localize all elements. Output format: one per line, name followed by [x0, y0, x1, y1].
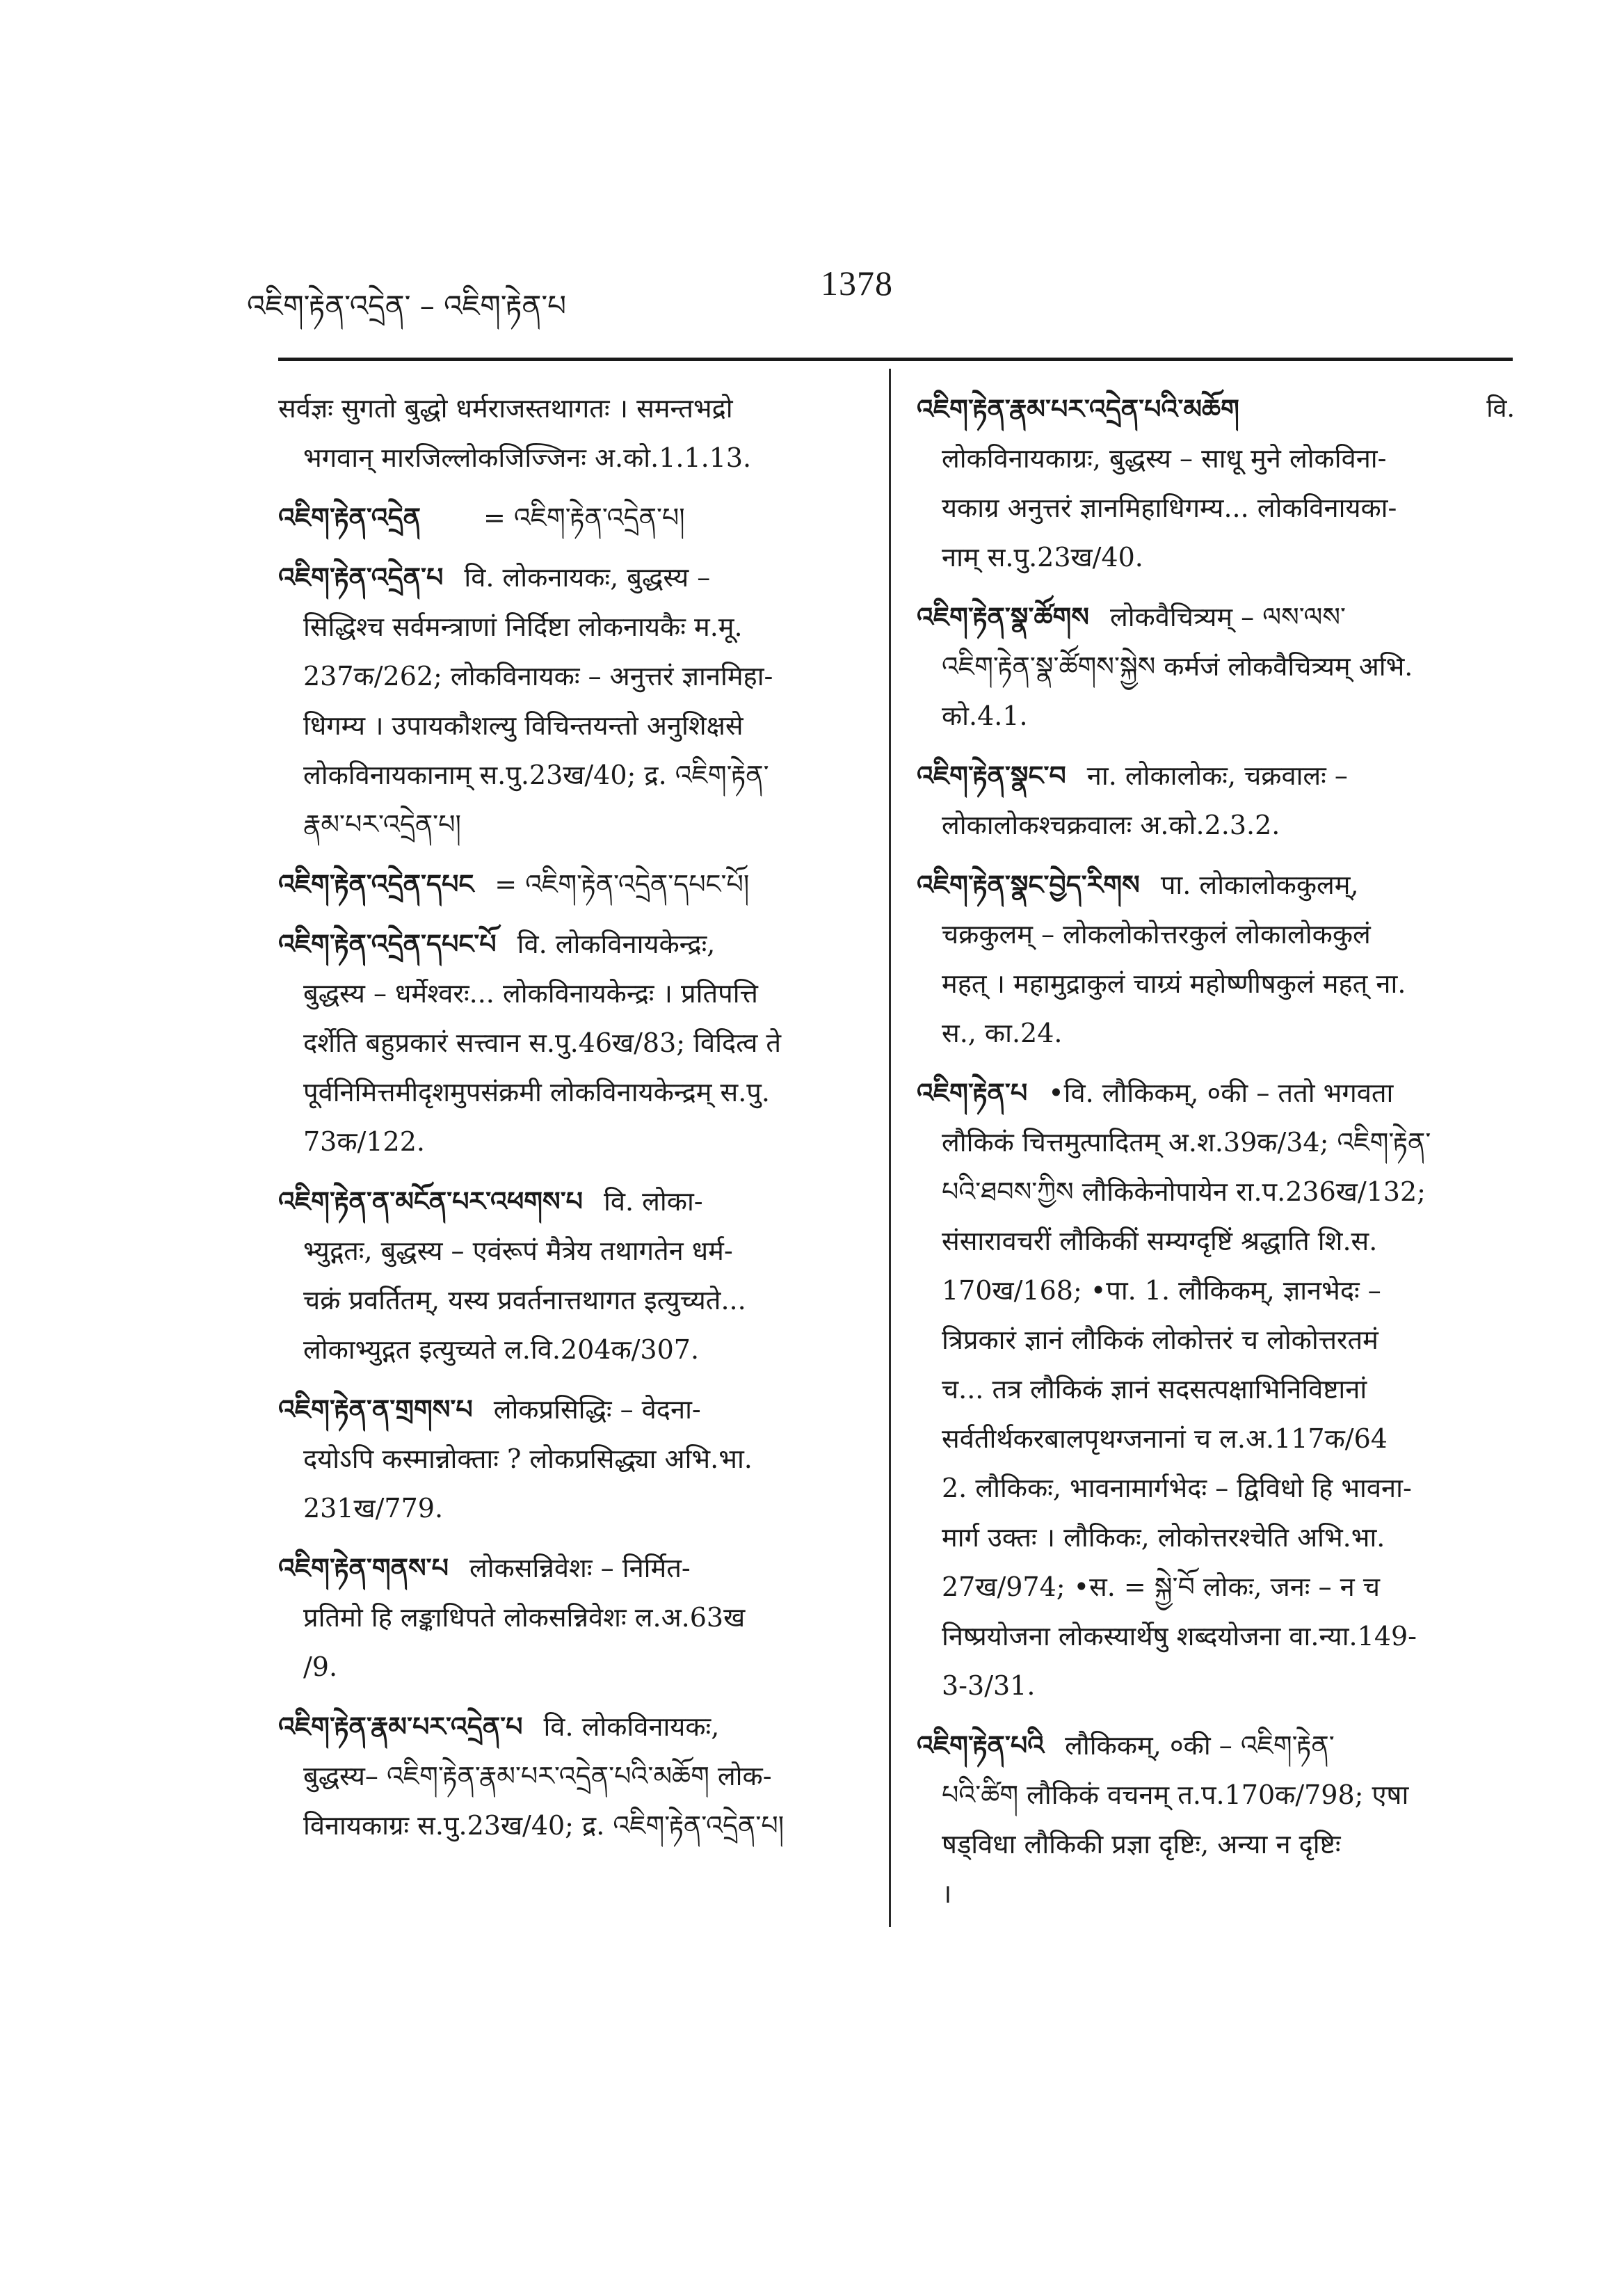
dictionary-entry — [278, 1176, 866, 1375]
entry-line: चक्रकुलम् – लोकलोकोत्तरकुलं लोकालोककुलं — [942, 919, 1371, 950]
entry-line: लोकालोकश्चक्रवालः अ.को.2.3.2. — [942, 810, 1280, 840]
entry-line: धिगम्य । उपायकौशल्यु विचिन्तयन्तो अनुशिक्षसे — [303, 710, 743, 741]
left-column — [278, 384, 866, 1860]
entry-line: दयोऽपि कस्मान्नोक्ताः ? लोकप्रसिद्ध्या अभि.भा. — [303, 1444, 753, 1474]
entry-line: नाम् स.पु.23ख/40. — [942, 542, 1143, 573]
entry-line: त्रिप्रकारं ज्ञानं लौकिकं लोकोत्तरं च लोकोत्तरतमं — [942, 1325, 1378, 1355]
entry-line: मार्ग उक्तः । लौकिकः, लोकोत्तरश्चेति अभि.भा. — [942, 1522, 1385, 1553]
entry-line: सर्वज्ञः सुगतो बुद्धो धर्मराजस्तथागतः । समन्तभद्रो — [278, 393, 733, 424]
entry-headword: འཇིག་རྟེན་འདྲེན — [278, 502, 421, 533]
entry-line: लौकिकं चित्तमुत्पादितम् अ.श.39क/34; འཇིག་རྟེན་ — [942, 1127, 1431, 1158]
entry-headword: འཇིག་རྟེན་སྣང་བྱེད་རིགས — [917, 869, 1140, 900]
entry-headword: འཇིག་རྟེན་རྣམ་པར་འདྲེན་པའི་མཆོག — [917, 393, 1239, 424]
dictionary-entry — [278, 1702, 866, 1850]
entry-line: महत् । महामुद्राकुलं चाग्र्यं महोष्णीषकुलं महत् ना. — [942, 968, 1406, 999]
entry-line: च... तत्र लौकिकं ज्ञानं सदसत्पक्षाभिनिविष्टानां — [942, 1374, 1367, 1405]
entry-headword: འཇིག་རྟེན་པ — [917, 1077, 1028, 1108]
entry-line: वि. लोकविनायकेन्द्रः, — [517, 929, 716, 959]
entry-line: 170ख/168; •पा. 1. लौकिकम्, ज्ञानभेदः – — [942, 1275, 1381, 1306]
entry-line: बुद्धस्य – धर्मेश्वरः... लोकविनायकेन्द्रः । प्रतिपत्ति — [303, 978, 758, 1009]
dictionary-entry — [278, 1384, 866, 1533]
entry-line: 3-3/31. — [942, 1670, 1036, 1701]
entry-line: भगवान् मारजिल्लोकजिज्जिनः अ.को.1.1.13. — [303, 442, 752, 473]
entry-line: बुद्धस्य– འཇིག་རྟེན་རྣམ་པར་འདྲེན་པའི་མཆོག लोक- — [303, 1761, 772, 1791]
entry-line: षड्विधा लौकिकी प्रज्ञा दृष्टिः, अन्या न दृष्टिः — [942, 1829, 1341, 1860]
dictionary-entry — [278, 552, 866, 849]
dictionary-entry — [917, 592, 1515, 741]
dictionary-entry — [917, 1720, 1515, 1919]
entry-line: लोकाभ्युद्गत इत्युच्यते ल.वि.204क/307. — [303, 1334, 700, 1365]
entry-headword: འཇིག་རྟེན་སྣ་ཚོགས — [917, 601, 1089, 632]
dictionary-entry — [278, 493, 866, 543]
entry-headword: འཇིག་རྟེན་པའི — [917, 1729, 1045, 1761]
entry-line: वि. लोकनायकः, बुद्धस्य – — [464, 562, 711, 593]
entry-headword: འཇིག་རྟེན་འདྲེན་དཔང — [278, 868, 474, 899]
dictionary-entry — [278, 1543, 866, 1692]
entry-line: लौकिकम्, ०की – འཇིག་རྟེན་ — [1065, 1730, 1335, 1761]
entry-line: संसारावचरीं लौकिकीं सम्यग्दृष्टिं श्रद्धाति शि.स. — [942, 1226, 1378, 1256]
entry-line: लोकवैचित्र्यम् – ལས་ལས་ — [1109, 602, 1346, 632]
entry-line: 237क/262; लोकविनायकः – अनुत्तरं ज्ञानमिहा- — [303, 661, 773, 691]
entry-line: स., का.24. — [942, 1018, 1063, 1048]
entry-line: दर्शेति बहुप्रकारं सत्त्वान स.पु.46ख/83; विदित्व ते — [303, 1027, 782, 1058]
entry-line: འཇིག་རྟེན་སྣ་ཚོགས་སྐྱེས कर्मजं लोकवैचित्र्यम् अभि. — [942, 651, 1413, 682]
entry-line: यकाग्र अनुत्तरं ज्ञानमिहाधिगम्य... लोकविनायका- — [942, 493, 1397, 523]
entry-line: རྣམ་པར་འདྲེན་པ། — [303, 809, 461, 840]
entry-line: ना. लोकालोकः, चक्रवालः – — [1086, 760, 1348, 791]
entry-line: 27ख/974; •स. = སྐྱེ་བོ लोकः, जनः – न च — [942, 1572, 1380, 1602]
entry-line: निष्प्रयोजना लोकस्यार्थेषु शब्दयोजना वा.न्या.149- — [942, 1621, 1417, 1652]
entry-line: पा. लोकालोककुलम्, — [1160, 870, 1359, 900]
header-rule — [278, 358, 1513, 361]
entry-line: 73क/122. — [303, 1126, 425, 1157]
entry-line: वि. लोका- — [604, 1186, 703, 1217]
entry-line: •वि. लौकिकम्, ०की – ततो भगवता — [1048, 1078, 1394, 1108]
dictionary-entry — [917, 751, 1515, 850]
column-divider — [889, 369, 891, 1927]
dictionary-entry — [278, 384, 866, 483]
entry-line: भ्युद्गतः, बुद्धस्य – एवंरूपं मैत्रेय तथागतेन धर्म- — [303, 1236, 733, 1266]
page-number: 1378 — [821, 264, 893, 303]
entry-line: पूर्वनिमित्तमीदृशमुपसंक्रमी लोकविनायकेन्द्रम् स.पु. — [303, 1077, 770, 1107]
entry-line: 2. लौकिकः, भावनामार्गभेदः – द्विविधो हि भावना- — [942, 1473, 1412, 1503]
entry-line: को.4.1. — [942, 701, 1028, 731]
dictionary-entry — [278, 859, 866, 909]
entry-line: = འཇིག་རྟེན་འདྲེན་པ། — [483, 502, 685, 533]
entry-line: वि. लोकविनायकः, — [543, 1711, 720, 1742]
entry-line: । — [942, 1878, 952, 1909]
entry-line: = འཇིག་རྟེན་འདྲེན་དཔང་པོ། — [495, 869, 750, 899]
running-head: འཇིག་རྟེན་འདྲེན་ – འཇིག་རྟེན་པ — [247, 289, 567, 323]
dictionary-entry — [278, 919, 866, 1167]
dictionary-entry — [917, 1068, 1515, 1711]
entry-line: लोकविनायकाग्रः, बुद्धस्य – साधू मुने लोकविना- — [942, 443, 1387, 474]
entry-line: लोकविनायकानाम् स.पु.23ख/40; द्र. འཇིག་རྟེན་ — [303, 760, 769, 790]
entry-line: པའི་ཐབས་ཀྱིས लौकिकेनोपायेन रा.प.236ख/132; — [942, 1176, 1426, 1207]
entry-grammar-tag: वि. — [1486, 394, 1515, 423]
entry-line: /9. — [303, 1652, 338, 1682]
entry-line: པའི་ཚིག लौकिकं वचनम् त.प.170क/798; एषा — [942, 1780, 1409, 1810]
dictionary-entry — [917, 860, 1515, 1058]
right-column — [917, 384, 1515, 1928]
entry-line: विनायकाग्रः स.पु.23ख/40; द्र. འཇིག་རྟེན་འདྲེན་པ། — [303, 1810, 785, 1841]
entry-line: लोकसन्निवेशः – निर्मित- — [469, 1553, 691, 1583]
entry-line: प्रतिमो हि लङ्काधिपते लोकसन्निवेशः ल.अ.63ख — [303, 1602, 746, 1633]
entry-line: 231ख/779. — [303, 1493, 444, 1524]
dictionary-entry — [917, 384, 1515, 582]
entry-line: चक्रं प्रवर्तितम्, यस्य प्रवर्तनात्तथागत इत्युच्यते... — [303, 1285, 746, 1316]
entry-headword: འཇིག་རྟེན་རྣམ་པར་འདྲེན་པ — [278, 1711, 523, 1742]
entry-line: सिद्धिश्च सर्वमन्त्राणां निर्दिष्टा लोकनायकैः म.मू. — [303, 611, 743, 642]
entry-headword: འཇིག་རྟེན་འདྲེན་པ — [278, 561, 444, 593]
entry-headword: འཇིག་རྟེན་ན་གྲགས་པ — [278, 1393, 473, 1425]
entry-headword: འཇིག་རྟེན་སྣང་བ — [917, 760, 1066, 791]
entry-headword: འཇིག་རྟེན་འདྲེན་དཔང་པོ — [278, 928, 497, 959]
entry-line: लोकप्रसिद्धिः – वेदना- — [493, 1394, 701, 1425]
entry-line: सर्वतीर्थकरबालपृथग्जनानां च ल.अ.117क/64 — [942, 1423, 1388, 1454]
entry-headword: འཇིག་རྟེན་ན་མངོན་པར་འཕགས་པ — [278, 1185, 584, 1217]
entry-headword: འཇིག་རྟེན་གནས་པ — [278, 1552, 449, 1583]
